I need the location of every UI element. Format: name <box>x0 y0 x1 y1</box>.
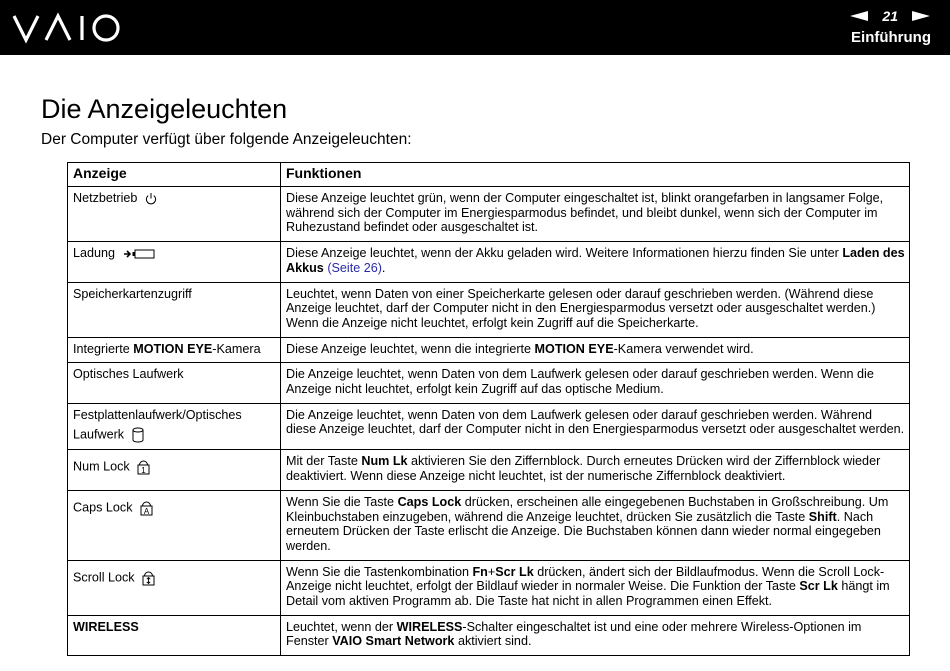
table-row <box>68 337 910 363</box>
function-cell <box>281 560 910 615</box>
function-text: Leuchtet, wenn der <box>286 619 397 634</box>
bold-term: Fn <box>472 564 488 579</box>
page-navigation <box>850 6 930 26</box>
function-text: . Nach erneutem Drücken der Taste erlischt die Anzeige. Die Buchstaben können dann wieder normal eingegeben werden. <box>286 509 881 553</box>
next-page-arrow-icon[interactable] <box>912 11 930 21</box>
indicator-label: Ladung <box>73 246 116 261</box>
function-cell <box>281 615 910 655</box>
indicator-cell <box>68 187 281 242</box>
column-header-anzeige: Anzeige <box>68 163 281 187</box>
function-cell <box>281 450 910 490</box>
function-cell <box>281 337 910 363</box>
function-text: Wenn Sie die Tastenkombination <box>286 564 473 579</box>
logo-text: VAIO <box>12 10 15 11</box>
indicator-cell: Speicherkartenzugriff <box>68 282 281 337</box>
bold-term: Shift <box>808 509 837 524</box>
indicator-cell: Optisches Laufwerk <box>68 363 281 403</box>
intro-text: Der Computer verfügt über folgende Anzeigeleuchten: <box>41 131 412 148</box>
function-text: Diese Anzeige leuchtet, wenn die integrierte <box>286 341 535 356</box>
function-text: Mit der Taste <box>286 454 362 469</box>
page-link[interactable]: (Seite 26) <box>327 260 382 275</box>
bold-term: WIRELESS <box>396 619 463 634</box>
indicator-label: -Kamera <box>212 341 261 356</box>
function-cell: Leuchtet, wenn Daten von einer Speicherkarte gelesen oder darauf geschrieben werden. (Während diese Anzeige leuchtet, darf der Computer nicht in den Energiesparmodus versetzt oder ausgeschaltet werden.) Wenn die Anzeige nicht leuchtet, erfolgt kein Zugriff auf die Speicherkarte. <box>281 282 910 337</box>
indicator-label-line <box>73 427 276 443</box>
table-row <box>68 363 910 403</box>
indicator-label: Num Lock <box>73 459 130 474</box>
function-text: . <box>381 260 386 275</box>
function-cell: Die Anzeige leuchtet, wenn Daten von dem Laufwerk gelesen oder darauf geschrieben werden. Während diese Anzeige leuchtet, darf der Computer nicht in den Energiesparmodus versetzt oder ausgeschaltet werden. <box>281 403 910 450</box>
indicator-label: Caps Lock <box>73 500 133 515</box>
scroll-lock-icon <box>142 570 155 586</box>
function-text: aktiviert sind. <box>454 634 532 649</box>
function-text: -Schalter eingeschaltet ist und eine oder mehrere Wireless-Optionen im Fenster <box>286 619 862 649</box>
function-text: drücken, ändert sich der Bildlaufmodus. Wenn die Scroll Lock-Anzeige nicht leuchtet, erfolgt der Bildlauf wieder in normaler Weise. Die Funktion der Taste <box>286 564 885 594</box>
svg-text:A: A <box>143 506 150 516</box>
indicator-cell <box>68 403 281 450</box>
table-row <box>68 282 910 337</box>
function-cell: Die Anzeige leuchtet, wenn Daten von dem Laufwerk gelesen oder darauf geschrieben werden. Wenn die Anzeige nicht leuchtet, erfolgt kein Zugriff auf das optische Medium. <box>281 363 910 403</box>
battery-charge-icon <box>123 248 157 260</box>
indicator-cell <box>68 490 281 560</box>
header-bar <box>0 0 950 55</box>
caps-lock-icon <box>140 500 153 516</box>
previous-page-arrow-icon[interactable] <box>850 11 868 21</box>
function-text: Wenn Sie die Taste <box>286 494 398 509</box>
bold-term: VAIO Smart Network <box>332 634 455 649</box>
bold-term: Num Lk <box>361 454 408 469</box>
function-text: + <box>487 564 496 579</box>
function-text: -Kamera verwendet wird. <box>613 341 754 356</box>
num-lock-icon <box>137 459 150 475</box>
table-header-row <box>68 163 910 187</box>
table-row <box>68 403 910 450</box>
indicator-label: Scroll Lock <box>73 569 135 584</box>
table-row <box>68 615 910 655</box>
indicator-cell <box>68 450 281 490</box>
function-text: hängt im Detail vom aktiven Programm ab. Die Taste hat nicht in allen Programmen einen Effekt. <box>286 579 890 609</box>
svg-text:1: 1 <box>141 466 146 476</box>
drive-icon <box>132 427 144 443</box>
indicator-cell <box>68 337 281 363</box>
vaio-logo <box>12 10 122 46</box>
indicator-label: Integrierte <box>73 341 134 356</box>
indicator-label: Laufwerk <box>73 427 125 442</box>
bold-term: Laden des Akkus <box>286 246 905 275</box>
table-row <box>68 560 910 615</box>
power-icon <box>145 192 157 205</box>
page-number: 21 <box>882 8 898 24</box>
section-title: Einführung <box>851 29 931 46</box>
indicator-cell <box>68 242 281 282</box>
indicator-label: Netzbetrieb <box>73 191 138 205</box>
table-row <box>68 450 910 490</box>
indicator-table <box>67 162 910 656</box>
bold-term: Caps Lock <box>397 494 462 509</box>
indicator-label: WIRELESS <box>73 619 139 634</box>
table-row <box>68 242 910 282</box>
function-text: aktivieren Sie den Ziffernblock. Durch erneutes Drücken wird der Ziffernblock wieder deaktiviert. Wenn diese Anzeige nicht leuchtet, ist der numerische Ziffernblock deaktiviert. <box>286 454 881 484</box>
bold-term: Scr Lk <box>799 579 838 594</box>
function-text: Diese Anzeige leuchtet, wenn der Akku geladen wird. Weitere Informationen hierzu finden Sie unter <box>286 246 843 261</box>
function-text: drücken, erscheinen alle eingegebenen Buchstaben in Großschreibung. Um Kleinbuchstaben einzugeben, während die Anzeige leuchtet, drücken Sie zusätzlich die Taste <box>286 494 889 524</box>
table-row <box>68 187 910 242</box>
bold-term: Scr Lk <box>495 564 534 579</box>
column-header-funktionen: Funktionen <box>281 163 910 187</box>
function-cell <box>281 242 910 282</box>
page-title: Die Anzeigeleuchten <box>41 94 288 124</box>
function-cell: Diese Anzeige leuchtet grün, wenn der Computer eingeschaltet ist, blinkt orangefarben in langsamer Folge, während sich der Computer im Energiesparmodus befindet, und bleibt dunkel, wenn sich der Computer im Ruhezustand befindet oder ausgeschaltet ist. <box>281 187 910 242</box>
function-cell <box>281 490 910 560</box>
indicator-label: Festplattenlaufwerk/Optisches <box>73 407 242 422</box>
indicator-cell <box>68 615 281 655</box>
bold-term: MOTION EYE <box>534 341 614 356</box>
indicator-cell <box>68 560 281 615</box>
table-row <box>68 490 910 560</box>
bold-term: MOTION EYE <box>133 341 213 356</box>
